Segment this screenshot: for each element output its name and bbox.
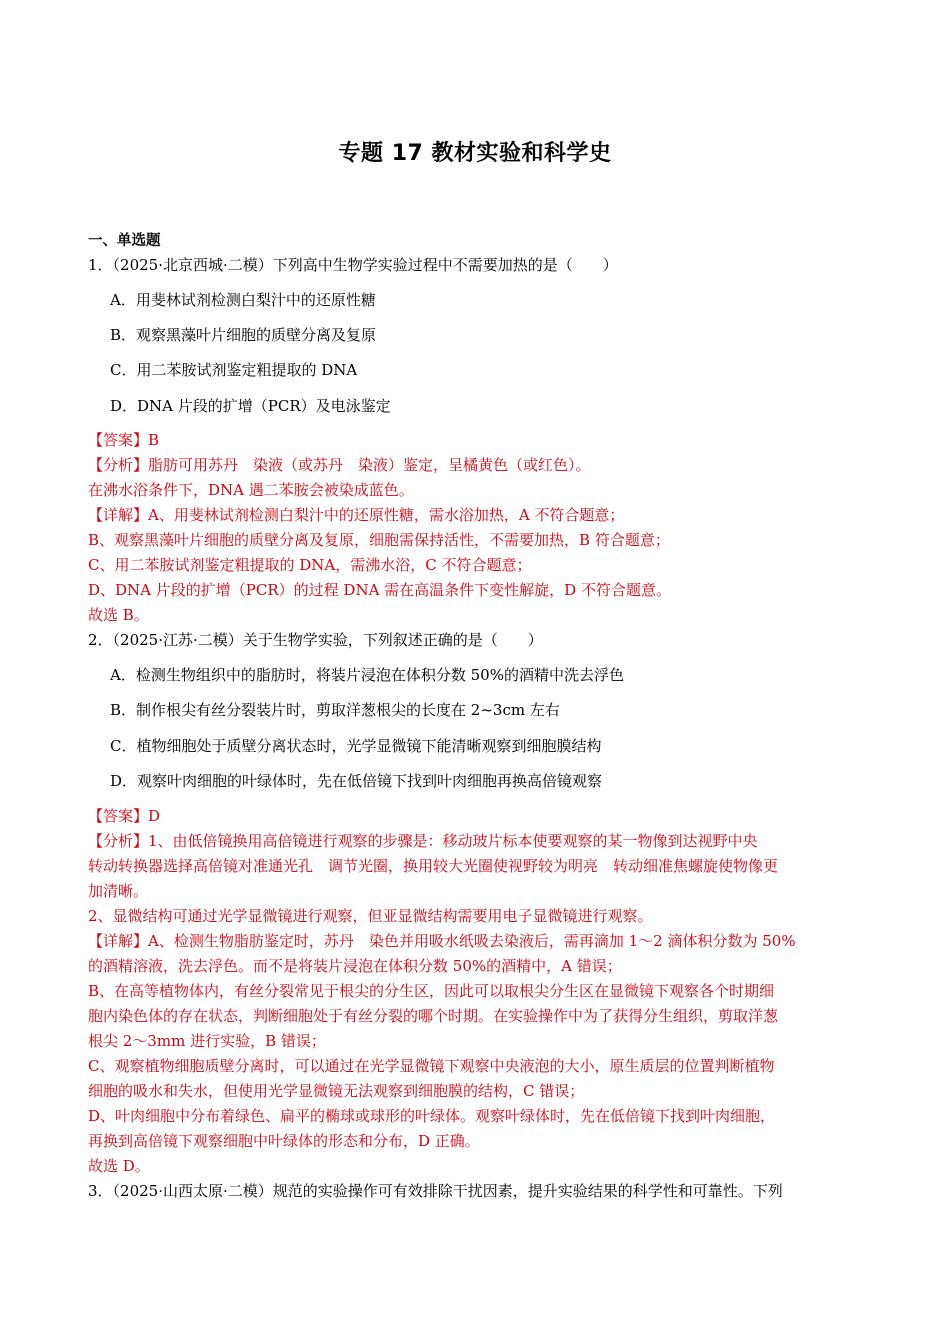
q2-detail-line: 【详解】A、检测生物脂肪鉴定时，苏丹 染色并用吸水纸吸去染液后，需再滴加 1～2 滴体积分数为 50% (88, 932, 796, 950)
q2-analysis-line: 【分析】1、由低倍镜换用高倍镜进行观察的步骤是：移动玻片标本使要观察的某一物像到达视野中央 (88, 832, 758, 850)
question-2-stem: 2．（2025·江苏·二模）关于生物学实验，下列叙述正确的是（ ） (88, 631, 543, 649)
q1-option-a: A．用斐林试剂检测白梨汁中的还原性糖 (110, 291, 376, 309)
q2-detail-line: 根尖 2～3mm 进行实验，B 错误； (88, 1032, 326, 1050)
q2-detail-line: D、叶肉细胞中分布着绿色、扁平的椭球或球形的叶绿体。观察叶绿体时，先在低倍镜下找到叶肉细胞， (88, 1107, 776, 1125)
q2-detail-line: 胞内染色体的存在状态，判断细胞处于有丝分裂的哪个时期。在实验操作中为了获得分生组织，剪取洋葱 (88, 1007, 779, 1025)
page-title: 专题 17 教材实验和科学史 (338, 141, 612, 166)
q2-answer: 【答案】D (88, 807, 161, 825)
q2-conclusion: 故选 D。 (88, 1157, 150, 1175)
q2-detail-line: 再换到高倍镜下观察细胞中叶绿体的形态和分布，D 正确。 (88, 1132, 480, 1150)
q2-detail-line: C、观察植物细胞质壁分离时，可以通过在光学显微镜下观察中央液泡的大小，原生质层的位置判断植物 (88, 1057, 775, 1075)
q1-option-d: D．DNA 片段的扩增（PCR）及电泳鉴定 (110, 397, 391, 415)
q1-conclusion: 故选 B。 (88, 606, 149, 624)
q1-analysis-line: 在沸水浴条件下，DNA 遇二苯胺会被染成蓝色。 (88, 481, 414, 499)
q2-option-d: D．观察叶肉细胞的叶绿体时，先在低倍镜下找到叶肉细胞再换高倍镜观察 (110, 772, 603, 790)
q2-option-a: A．检测生物组织中的脂肪时，将装片浸泡在体积分数 50%的酒精中洗去浮色 (110, 666, 624, 684)
q1-option-b: B．观察黑藻叶片细胞的质壁分离及复原 (110, 326, 377, 344)
question-3-stem: 3．（2025·山西太原·二模）规范的实验操作可有效排除干扰因素，提升实验结果的科学性和可靠性。下列 (88, 1182, 783, 1200)
q2-analysis-line: 加清晰。 (88, 882, 149, 900)
q1-answer: 【答案】B (88, 431, 160, 449)
q2-option-b: B．制作根尖有丝分裂装片时，剪取洋葱根尖的长度在 2~3cm 左右 (110, 701, 560, 719)
q2-detail-line: B、在高等植物体内，有丝分裂常见于根尖的分生区，因此可以取根尖分生区在显微镜下观察各个时期细 (88, 982, 775, 1000)
q1-option-c: C．用二苯胺试剂鉴定粗提取的 DNA (110, 361, 358, 379)
q1-detail-line: B、观察黑藻叶片细胞的质壁分离及复原，细胞需保持活性，不需要加热，B 符合题意； (88, 531, 670, 549)
q2-detail-line: 的酒精溶液，洗去浮色。而不是将装片浸泡在体积分数 50%的酒精中，A 错误； (88, 957, 622, 975)
q1-detail-line: 【详解】A、用斐林试剂检测白梨汁中的还原性糖，需水浴加热，A 不符合题意； (88, 506, 625, 524)
q2-analysis-line: 2、显微结构可通过光学显微镜进行观察，但亚显微结构需要用电子显微镜进行观察。 (88, 907, 653, 925)
q1-analysis-line: 【分析】脂肪可用苏丹 染液（或苏丹 染液）鉴定，呈橘黄色（或红色）。 (88, 456, 591, 474)
q1-detail-line: C、用二苯胺试剂鉴定粗提取的 DNA，需沸水浴，C 不符合题意； (88, 556, 532, 574)
q2-option-c: C．植物细胞处于质壁分离状态时，光学显微镜下能清晰观察到细胞膜结构 (110, 737, 602, 755)
q2-detail-line: 细胞的吸水和失水，但使用光学显微镜无法观察到细胞膜的结构，C 错误； (88, 1082, 585, 1100)
q2-analysis-line: 转动转换器选择高倍镜对准通光孔 调节光圈，换用较大光圈使视野较为明亮 转动细准焦螺旋使物像更 (88, 857, 779, 875)
section-heading: 一、单选题 (88, 232, 161, 249)
question-1-stem: 1．（2025·北京西城·二模）下列高中生物学实验过程中不需要加热的是（ ） (88, 256, 618, 274)
q1-detail-line: D、DNA 片段的扩增（PCR）的过程 DNA 需在高温条件下变性解旋，D 不符合题意。 (88, 581, 671, 599)
